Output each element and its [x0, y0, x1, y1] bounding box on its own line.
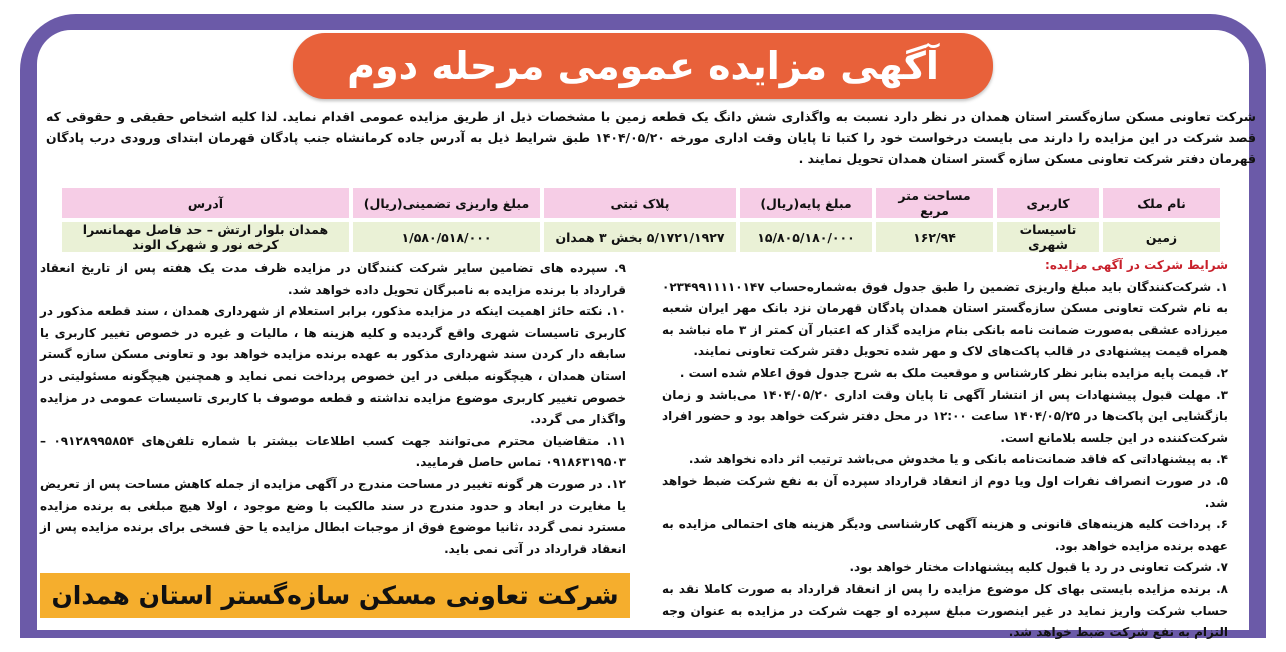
table-cell: ۱۵/۸۰۵/۱۸۰/۰۰۰	[740, 222, 872, 252]
table-cell: ۱۶۲/۹۴	[876, 222, 993, 252]
condition-item: ۱۲. در صورت هر گونه تغییر در مساحت مندرج در آگهی مزایده از جمله کاهش مساحت پس از تعریض یا مغایرت در ابعاد و حدود مندرج در سند مالکیت با وضع موجود ، اولا هیچ مبلغی به برنده مزایده مسترد نمی گردد ،ثانیا موضوع فوق از موجبات ابطال مزایده یا حق فسخی برای برنده مزایده پس از انعقاد قرارداد در آتی نمی باید.	[40, 476, 626, 556]
table-header-cell: مبلغ واریزی تضمینی(ریال)	[353, 188, 540, 218]
condition-item: ۳. مهلت قبول پیشنهادات پس از انتشار آگهی تا پایان وقت اداری ۱۴۰۴/۰۵/۲۰ می‌باشد و زمان بازگشایی این پاکت‌ها در ۱۴۰۴/۰۵/۲۵ ساعت ۱۲:۰۰ در محل دفتر شرکت خواهد بود و حضور افراد شرکت‌کننده در این جلسه بلامانع است.	[662, 387, 1229, 445]
condition-item: ۹. سپرده های تضامین سایر شرکت کنندگان در مزایده ظرف مدت یک هفته پس از تاریخ انعقاد قرارداد با برنده مزایده به نامبرگان تحویل داده خواهد شد.	[40, 261, 626, 297]
table-header-cell: مساحت متر مربع	[876, 188, 993, 218]
condition-item: ۸. برنده مزایده بایستی بهای کل موضوع مزایده را پس از انعقاد قرارداد به صورت کاملا نقد به حساب شرکت واریز نماید در غیر اینصورت مبلغ سپرده او جهت شرکت در مزایده به عنوان وجه التزام به نفع شرکت ضبط خواهد شد.	[662, 581, 1228, 640]
condition-item: ۲. قیمت پایه مزایده بنابر نظر کارشناس و موقعیت ملک به شرح جدول فوق اعلام شده است .	[679, 365, 1228, 380]
condition-item: ۴. به پیشنهاداتی که فاقد ضمانت‌نامه بانکی و یا مخدوش می‌باشد ترتیب اثر داده نخواهد شد.	[688, 452, 1228, 467]
property-table	[58, 184, 1224, 256]
table-header-cell: پلاک ثبتی	[544, 188, 736, 218]
condition-item: ۶. پرداخت کلیه هزینه‌های قانونی و هزینه آگهی کارشناسی ودیگر هزینه های احتمالی مزایده به عهده برنده مزایده خواهد بود.	[662, 517, 1228, 553]
condition-item: ۱. شرکت‌کنندگان باید مبلغ واریزی تضمین را طبق جدول فوق به‌شماره‌حساب ۰۲۳۴۹۹۱۱۱۱۰۱۴۷ به نام شرکت تعاونی مسکن سازه‌گستر استان همدان پادگان قهرمان نزد بانک مهر ایران شعبه میرزاده عشقی به‌صورت ضمانت نامه بانکی بنام مزایده گذار که اعتبار آن کمتر از ۳ ماه نباشد به همراه قیمت پیشنهادی در قالب پاکت‌های لاک و مهر شده تحویل دفتر شرکت تعاونی نمایند.	[662, 279, 1228, 359]
table-header-cell: کاربری	[997, 188, 1099, 218]
condition-item: ۷. شرکت تعاونی در رد یا قبول کلیه پیشنهادات مختار خواهد بود.	[849, 560, 1228, 575]
table-cell: تاسیسات شهری	[997, 222, 1099, 252]
company-name: شرکت تعاونی مسکن سازه‌گستر استان همدان	[51, 581, 619, 610]
table-cell: ۱/۵۸۰/۵۱۸/۰۰۰	[353, 222, 540, 252]
table-header-cell: آدرس	[62, 188, 349, 218]
table-header-row	[62, 188, 1220, 218]
table-row	[62, 222, 1220, 252]
conditions-right-column	[662, 255, 1228, 644]
condition-item: ۱۰. نکته حائز اهمیت اینکه در مزایده مذکور، برابر استعلام از شهرداری همدان ، سند قطعه مذکور در کاربری تاسیسات شهری واقع گردیده و کلیه هزینه ها ، مالیات و غیره در خصوص تغییر کاربری یا سابقه دار کردن سند شهرداری مذکور به عهده برنده مزایده خواهد بود و تعاونی مسکن سازه گستر استان همدان ، هیچگونه مبلغی در این خصوص پرداخت نمی نماید و همچنین هیچگونه مسئولیتی در خصوص تغییر کاربری موضوع مزایده نداشته و قطعه موصوف با کاربری تاسیسات عمومی در مزایده واگذار می گردد.	[40, 304, 626, 427]
title-banner	[293, 33, 993, 99]
table-cell: همدان بلوار ارتش – حد فاصل مهمانسرا کرخه نور و شهرک الوند	[62, 222, 349, 252]
footer-banner	[40, 573, 630, 618]
condition-item: ۵. در صورت انصراف نفرات اول ویا دوم از انعقاد قرارداد سپرده آن به نفع شرکت ضبط خواهد شد.	[662, 473, 1228, 510]
table-cell: ۵/۱۷۲۱/۱۹۲۷ بخش ۳ همدان	[544, 222, 736, 252]
conditions-left-column	[40, 258, 626, 560]
table-header-cell: نام ملک	[1103, 188, 1220, 218]
table-header-cell: مبلغ پایه(ریال)	[740, 188, 872, 218]
intro-paragraph: شرکت تعاونی مسکن سازه‌گستر استان همدان در نظر دارد نسبت به واگذاری شش دانگ یک قطعه زمین با مشخصات ذیل از طریق مزایده عمومی اقدام نماید. لذا کلیه اشخاص حقیقی و حقوقی که قصد شرکت در این مزایده را دارند می بایست درخواست خود را کتبا تا پایان وقت اداری مورخه ۱۴۰۴/۰۵/۲۰ طبق شرایط ذیل به آدرس جاده کرمانشاه جنب پادگان قهرمان ابتدای ورودی درب پادگان قهرمان دفتر شرکت تعاونی مسکن سازه گستر استان همدان تحویل نمایند .	[46, 109, 1256, 166]
conditions-heading: شرایط شرکت در آگهی مزایده:	[1045, 258, 1228, 272]
condition-item: ۱۱. متقاضیان محترم می‌توانند جهت کسب اطلاعات بیشتر با شماره تلفن‌های ۰۹۱۲۸۹۹۵۸۵۴ – ۰۹۱۸۶۳۱۹۵۰۳ تماس حاصل فرمایید.	[40, 433, 626, 470]
table-cell: زمین	[1103, 222, 1220, 252]
page-title: آگهی مزایده عمومی مرحله دوم	[347, 44, 939, 88]
